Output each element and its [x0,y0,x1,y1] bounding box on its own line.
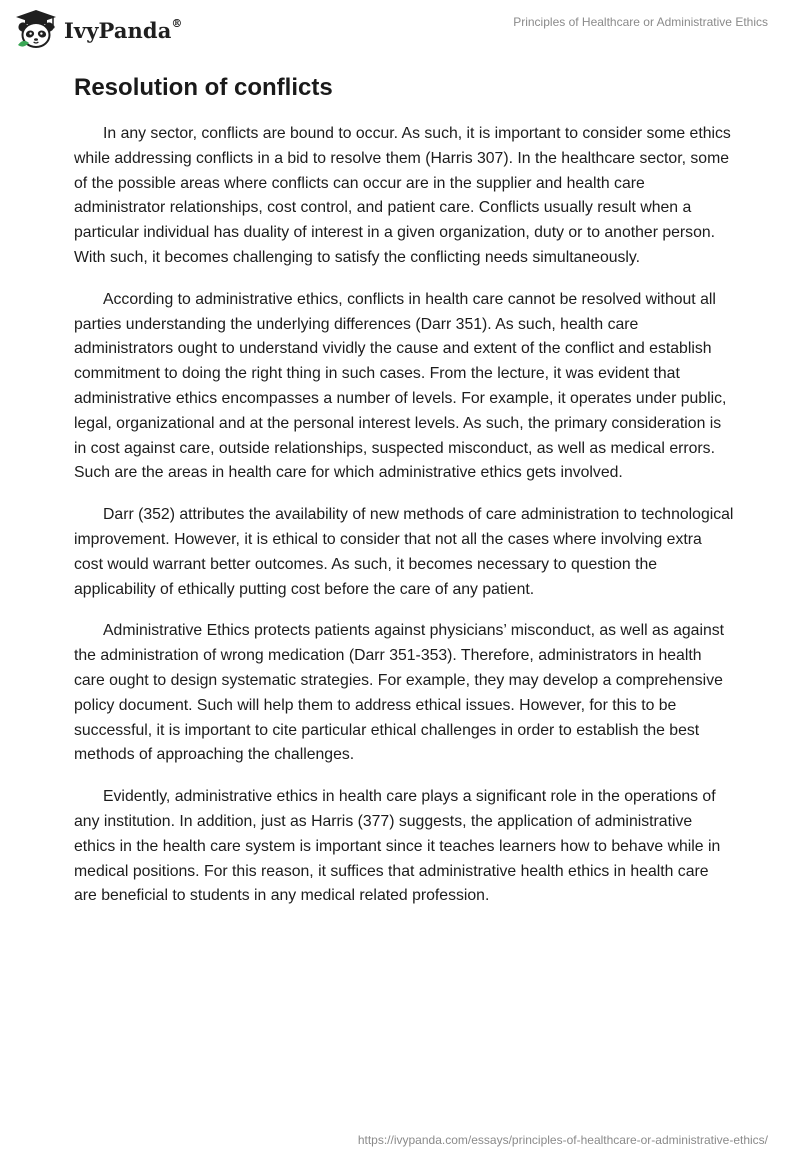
brand-name [64,18,183,43]
brand-name-text: IvyPanda [64,17,172,43]
paragraph: Administrative Ethics protects patients against physicians’ misconduct, as well as against the administration of wrong medication (Darr 351-353). Therefore, administrators in health care ought to design systematic strategies. For example, they may develop a comprehensive policy document. Such will help them to address ethical issues. However, for this to be successful, it is important to cite particular ethical challenges in order to establish the best methods of approaching the challenges. [74,622,725,764]
article [74,70,734,926]
paragraph: Darr (352) attributes the availability of new methods of care administration to technological improvement. However, it is ethical to consider that not all the cases where involving extra cost would warrant better outcomes. As such, it becomes necessary to question the applicability of ethically putting cost before the care of any patient. [74,506,734,598]
page-header [0,0,800,60]
paragraph: In any sector, conflicts are bound to occur. As such, it is important to consider some ethics while addressing conflicts in a bid to resolve them (Harris 307). In the healthcare sector, some of the possible areas where conflicts can occur are in the supplier and health care administrator relationships, cost control, and patient care. Conflicts usually result when a particular individual has duality of interest in a given organization, duty or to another person. With such, it becomes challenging to satisfy the conflicting needs simultaneously. [74,125,731,266]
article-body [74,122,734,909]
section-heading: Resolution of conflicts [74,74,333,101]
registered-mark: ® [171,16,183,30]
panda-graduation-cap-icon [14,9,58,49]
paragraph: Evidently, administrative ethics in health care plays a significant role in the operations of any institution. In addition, just as Harris (377) suggests, the application of administrative ethics in the health care system is important since it teaches learners how to behave while in medical positions. For this reason, it suffices that administrative health ethics in health care are beneficial to students in any medical related profession. [74,788,721,905]
paragraph: According to administrative ethics, conflicts in health care cannot be resolved without all parties understanding the underlying differences (Darr 351). As such, health care administrators ought to understand vividly the cause and extent of the conflict and establish commitment to doing the right thing in such cases. From the lecture, it was evident that administrative ethics encompasses a number of levels. For example, it operates under public, legal, organizational and at the personal interest levels. As such, the primary consideration is in cost against care, outside relationships, suspected misconduct, as well as medical errors. Such are the areas in health care for which administrative ethics gets involved. [74,290,727,482]
brand-logo[interactable] [14,9,183,49]
source-url[interactable]: https://ivypanda.com/essays/principles-of-healthcare-or-administrative-ethics/ [357,1133,768,1147]
document-title: Principles of Healthcare or Administrative Ethics [513,15,768,29]
